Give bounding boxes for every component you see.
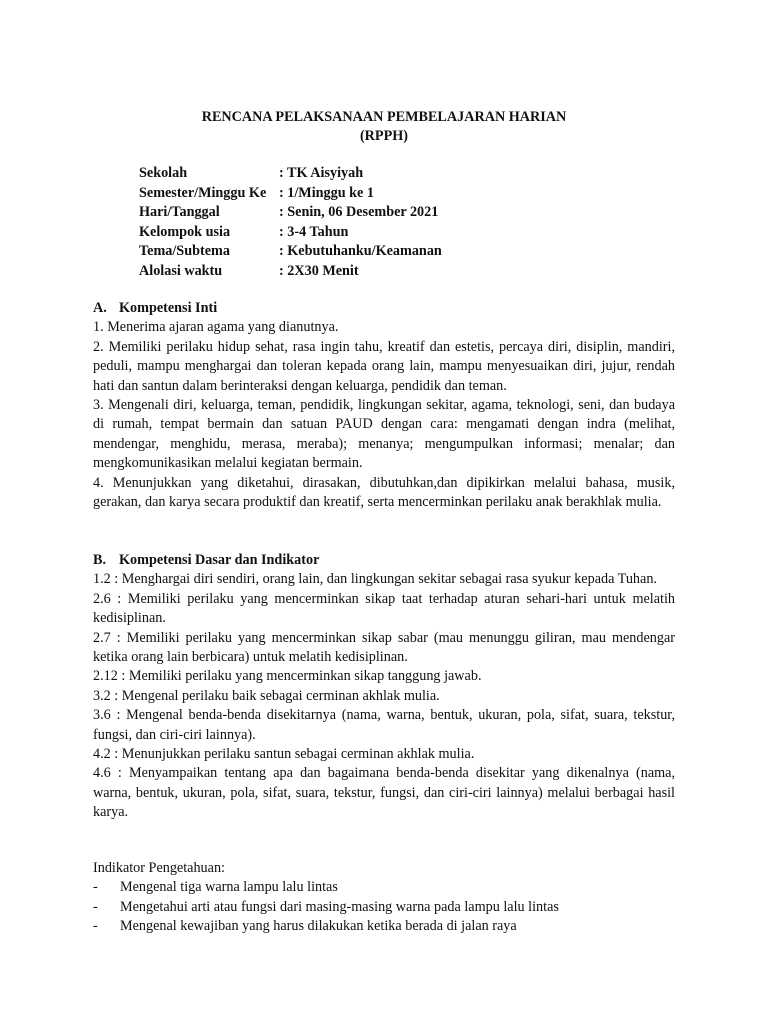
- section-title: Kompetensi Inti: [119, 300, 218, 316]
- section-indikator: [93, 859, 675, 937]
- indikator-text: Mengetahui arti atau fungsi dari masing-masing warna pada lampu lalu lintas: [120, 898, 559, 915]
- kd-item: 1.2 : Menghargai diri sendiri, orang lain, dan lingkungan sekitar sebagai rasa syukur kepada Tuhan.: [93, 571, 657, 588]
- meta-label: Semester/Minggu Ke: [139, 184, 267, 201]
- meta-label: Alolasi waktu: [139, 262, 223, 279]
- section-kompetensi-inti: [93, 299, 675, 512]
- kd-item: 4.6 : Menyampaikan tentang apa dan bagaimana benda-benda disekitar yang dikenalnya (nama, warna, bentuk, ukuran, pola, sifat, suara, tekstur, fungsi, dan ciri-ciri lainnya) melalui berbagai hasil karya.: [93, 765, 675, 821]
- ki-item: 4. Menunjukkan yang diketahui, dirasakan, dibutuhkan,dan dipikirkan melalui bahasa, musik, gerakan, dan karya secara produktif dan kreatif, serta mencerminkan perilaku anak berakhlak mulia.: [93, 474, 675, 511]
- meta-value: : TK Aisyiyah: [279, 165, 364, 181]
- ki-item: 3. Mengenali diri, keluarga, teman, pendidik, lingkungan sekitar, agama, teknologi, seni, dan budaya di rumah, tempat bermain dan satuan PAUD dengan cara: mengamati dengan indra (melihat, mendengar, menghidu, merasa, meraba); menanya; mengumpulkan informasi; menalar; dan mengkomunikasikan melalui kegiatan bermain.: [93, 397, 675, 472]
- indikator-text: Mengenal tiga warna lampu lalu lintas: [120, 879, 338, 896]
- kd-item: 2.7 : Memiliki perilaku yang mencerminkan sikap sabar (mau menunggu giliran, mau mendengar ketika orang lain berbicara) untuk melatih kedisiplinan.: [93, 629, 675, 666]
- meta-value: : 2X30 Menit: [279, 262, 359, 279]
- title-line-1: RENCANA PELAKSANAAN PEMBELAJARAN HARIAN: [201, 109, 567, 125]
- meta-value: : 1/Minggu ke 1: [279, 184, 374, 201]
- kd-item: 3.2 : Mengenal perilaku baik sebagai cerminan akhlak mulia.: [93, 687, 440, 704]
- identity-table: [139, 164, 442, 282]
- indikator-text: Mengenal kewajiban yang harus dilakukan ketika berada di jalan raya: [120, 918, 517, 935]
- section-title: Kompetensi Dasar dan Indikator: [119, 552, 320, 568]
- title-line-2: (RPPH): [359, 128, 409, 145]
- meta-value: : Senin, 06 Desember 2021: [279, 204, 439, 221]
- ki-item: 2. Memiliki perilaku hidup sehat, rasa ingin tahu, kreatif dan estetis, percaya diri, disiplin, mandiri, peduli, mampu menghargai dan toleran kepada orang lain, mampu menyesuaikan diri, jujur, rendah hati dan santun dalam berinteraksi dengan keluarga, pendidik dan teman.: [93, 338, 675, 394]
- kd-item: 2.6 : Memiliki perilaku yang mencerminkan sikap taat terhadap aturan sehari-hari untuk melatih kedisiplinan.: [93, 590, 675, 627]
- kd-item: 3.6 : Mengenal benda-benda disekitarnya (nama, warna, bentuk, ukuran, pola, sifat, suara, tekstur, fungsi, dan ciri-ciri lainnya).: [93, 707, 675, 743]
- meta-label: Tema/Subtema: [139, 243, 230, 260]
- meta-row-alokasi-waktu: [139, 262, 442, 282]
- list-item: [93, 898, 675, 917]
- section-heading: [93, 299, 675, 318]
- bullet: -: [93, 898, 98, 915]
- kd-item: 2.12 : Memiliki perilaku yang mencerminkan sikap tanggung jawab.: [93, 668, 482, 685]
- meta-row-hari-tanggal: [139, 203, 442, 223]
- meta-value: : Kebutuhanku/Keamanan: [279, 243, 442, 260]
- list-item: [93, 878, 675, 897]
- meta-value: : 3-4 Tahun: [279, 223, 349, 240]
- meta-row-kelompok-usia: [139, 223, 442, 243]
- meta-row-sekolah: [139, 164, 442, 184]
- ki-item: 1. Menerima ajaran agama yang dianutnya.: [93, 319, 339, 336]
- meta-label: Hari/Tanggal: [139, 204, 220, 221]
- bullet: -: [93, 879, 98, 896]
- kd-item: 4.2 : Menunjukkan perilaku santun sebagai cerminan akhlak mulia.: [93, 746, 475, 763]
- document-title: [0, 108, 768, 147]
- section-heading: [93, 551, 675, 570]
- meta-label: Kelompok usia: [139, 223, 231, 240]
- meta-row-tema: [139, 242, 442, 262]
- meta-row-semester: [139, 184, 442, 204]
- section-letter: A.: [93, 300, 107, 316]
- bullet: -: [93, 918, 98, 935]
- indikator-heading: Indikator Pengetahuan:: [93, 860, 225, 876]
- list-item: [93, 917, 675, 936]
- section-kompetensi-dasar: [93, 551, 675, 823]
- meta-label: Sekolah: [139, 165, 188, 181]
- section-letter: B.: [93, 552, 107, 568]
